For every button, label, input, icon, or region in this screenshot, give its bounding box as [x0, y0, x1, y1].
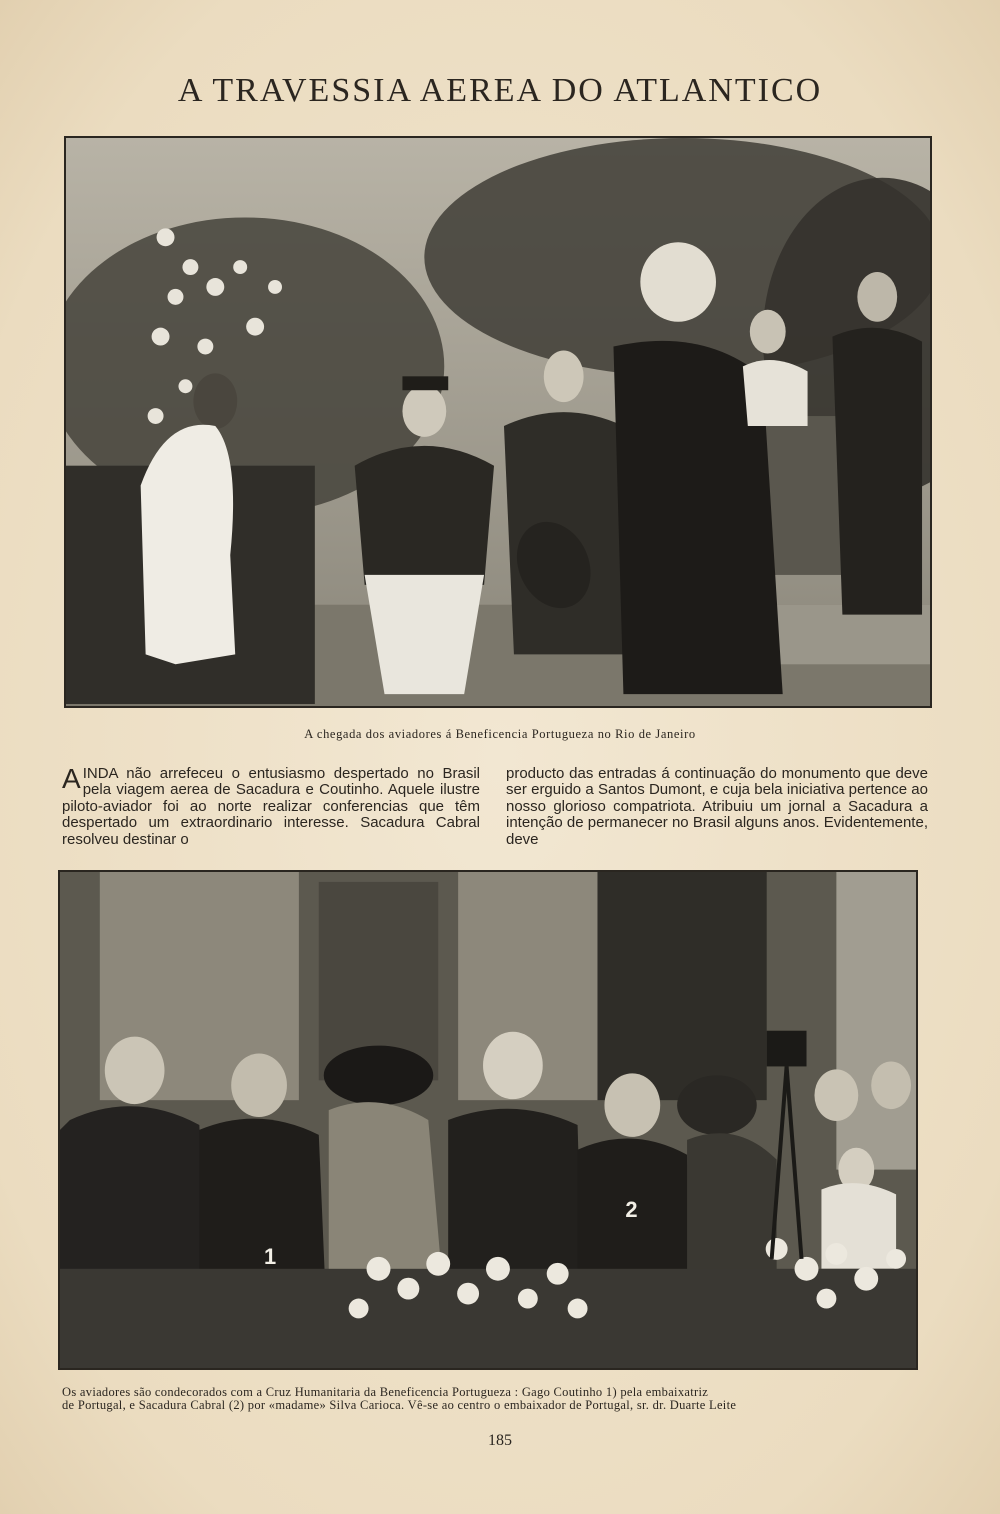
- arrival-photo-image: [66, 138, 930, 706]
- decoration-ceremony-photo: [58, 870, 918, 1370]
- figure-marker-1: 1: [264, 1243, 277, 1269]
- top-photo-caption: A chegada dos aviadores á Beneficencia Portugueza no Rio de Janeiro: [304, 727, 696, 741]
- article-column-left: [62, 763, 480, 848]
- figure-marker-2: 2: [625, 1197, 638, 1223]
- arrival-photo: [64, 136, 932, 708]
- bottom-caption-line-2: de Portugal, e Sacadura Cabral (2) por «madame» Silva Carioca. Vê-se ao centro o embaixador de Portugal, sr. dr. Duarte Leite: [62, 1398, 737, 1412]
- page-title: A TRAVESSIA AEREA DO ATLANTICO: [177, 72, 823, 109]
- ceremony-photo-image: [60, 872, 916, 1368]
- article-column-right: [506, 766, 928, 848]
- dropcap: A: [62, 763, 81, 794]
- bottom-photo-caption: [62, 1386, 928, 1412]
- article-text-left: INDA não arrefeceu o entusiasmo despertado no Brasil pela viagem aerea de Sacadura e Coutinho. Aquele ilustre piloto-aviador foi ao norte realizar conferencias que têm despertado um extraordinario interesse. Sacadura Cabral resolveu destinar o: [62, 765, 480, 848]
- article-text-right: producto das entradas á continuação do monumento que deve ser erguido a Santos Dumont, e cuja bela iniciativa pertence ao nosso glorioso compatriota. Atribuiu um jornal a Sacadura a intenção de permanecer no Brasil alguns anos. Evidentemente, deve: [506, 765, 928, 848]
- page-number: 185: [488, 1432, 512, 1449]
- bottom-caption-line-1: Os aviadores são condecorados com a Cruz Humanitaria da Beneficencia Portugueza : Gago Coutinho 1) pela embaixatriz: [62, 1385, 709, 1399]
